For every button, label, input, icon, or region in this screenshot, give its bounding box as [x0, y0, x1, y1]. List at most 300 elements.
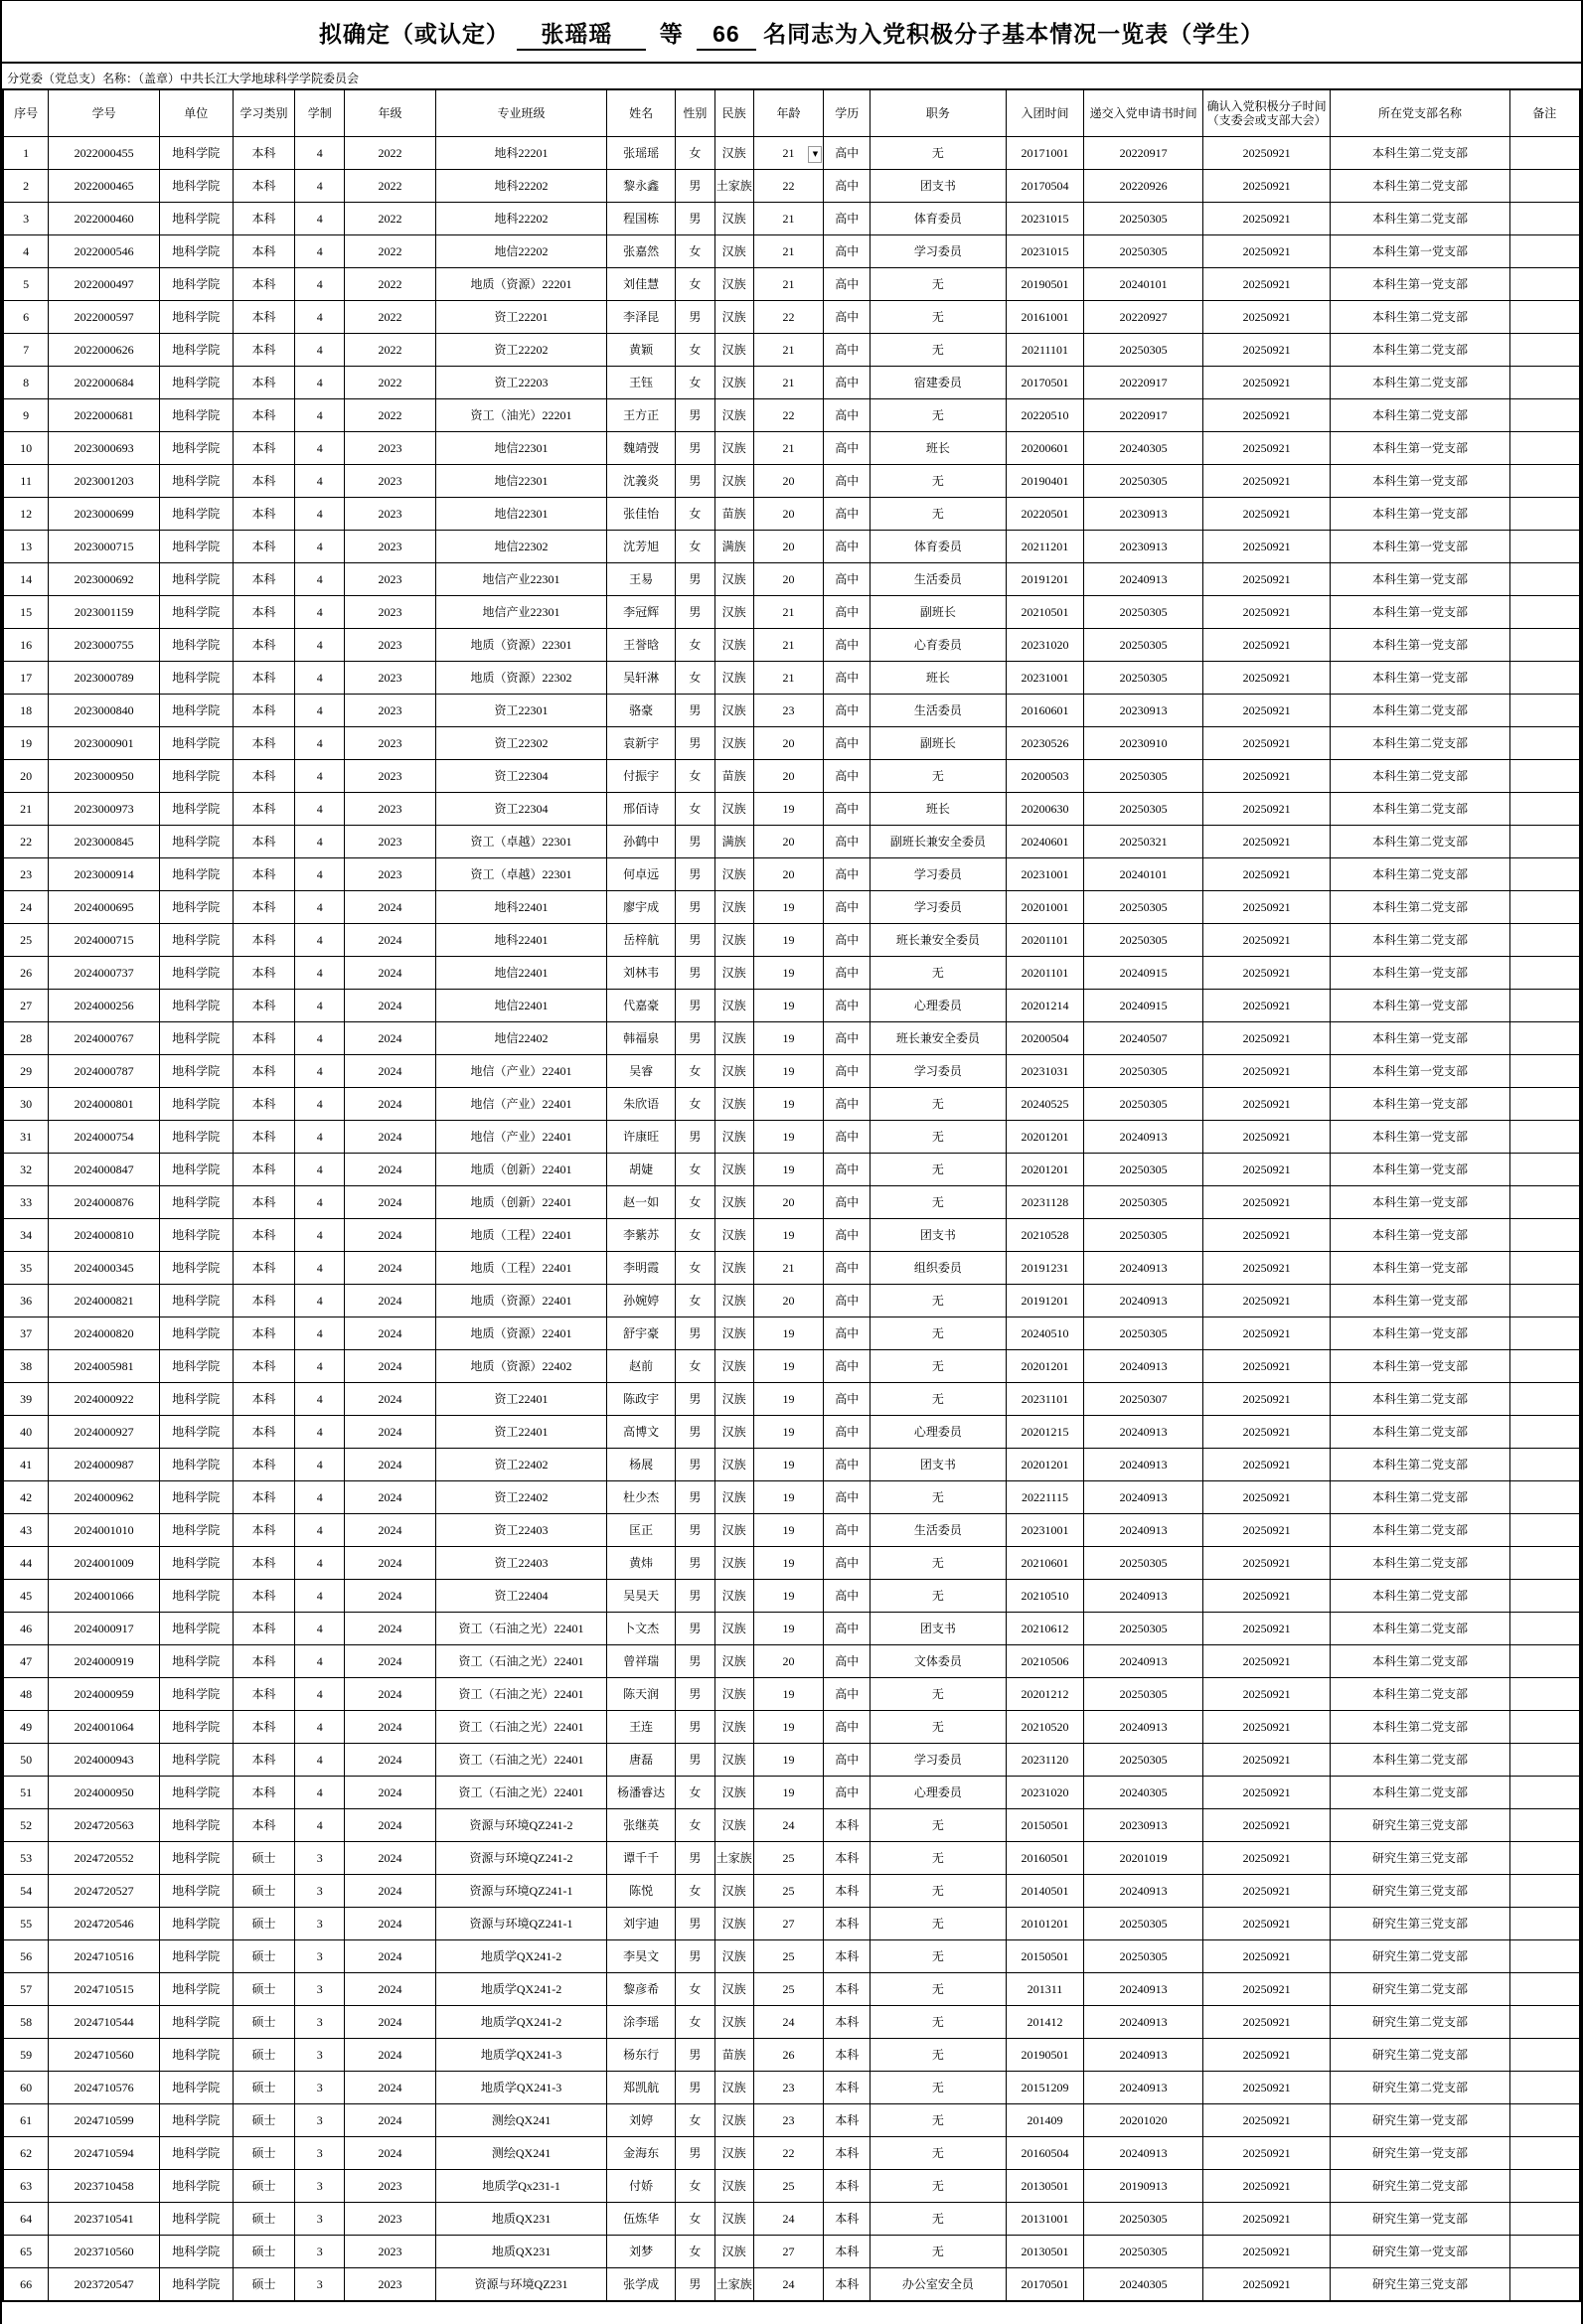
cell-student_id: 2024000987	[49, 1449, 160, 1481]
cell-class: 地科22401	[435, 891, 606, 924]
cell-study_type: 本科	[233, 399, 295, 432]
cell-application_date: 20250305	[1084, 596, 1202, 629]
cell-note	[1509, 2006, 1580, 2039]
cell-education: 高中	[824, 1416, 871, 1449]
table-row	[3, 170, 1580, 203]
cell-class: 测绘QX241	[435, 2137, 606, 2170]
cell-confirm_date: 20250921	[1202, 1022, 1331, 1055]
table-row	[3, 498, 1580, 531]
cell-index: 55	[3, 1908, 49, 1940]
cell-confirm_date: 20250921	[1202, 695, 1331, 727]
cell-unit: 地科学院	[159, 432, 233, 465]
cell-confirm_date: 20250921	[1202, 1580, 1331, 1613]
cell-ethnicity: 汉族	[714, 1416, 753, 1449]
cell-study_type: 本科	[233, 203, 295, 235]
cell-application_date: 20240101	[1084, 858, 1202, 891]
cell-index: 19	[3, 727, 49, 760]
cell-ethnicity: 汉族	[714, 1678, 753, 1711]
cell-position: 团支书	[871, 1219, 1006, 1252]
cell-class: 地信（产业）22401	[435, 1088, 606, 1121]
cell-education: 高中	[824, 170, 871, 203]
table-row	[3, 1252, 1580, 1285]
cell-unit: 地科学院	[159, 2006, 233, 2039]
cell-ethnicity: 汉族	[714, 1580, 753, 1613]
cell-name: 杨东行	[607, 2039, 676, 2072]
cell-age: 21 ▼	[753, 137, 824, 170]
cell-duration: 4	[295, 1416, 345, 1449]
cell-application_date: 20240915	[1084, 990, 1202, 1022]
cell-gender: 女	[675, 2236, 714, 2268]
cell-league_join_date: 20201201	[1006, 1449, 1084, 1481]
cell-note	[1509, 2170, 1580, 2203]
cell-study_type: 本科	[233, 268, 295, 301]
cell-application_date: 20240913	[1084, 1252, 1202, 1285]
cell-position: 无	[871, 1711, 1006, 1744]
cell-confirm_date: 20250921	[1202, 2006, 1331, 2039]
cell-gender: 女	[675, 1777, 714, 1809]
cell-student_id: 2023000840	[49, 695, 160, 727]
cell-age: 23	[753, 2072, 824, 2104]
cell-index: 51	[3, 1777, 49, 1809]
table-row	[3, 1121, 1580, 1154]
cell-index: 64	[3, 2203, 49, 2236]
cell-education: 高中	[824, 465, 871, 498]
cell-grade: 2024	[345, 1022, 436, 1055]
cell-class: 地信22401	[435, 957, 606, 990]
cell-position: 无	[871, 1481, 1006, 1514]
cell-student_id: 2023710560	[49, 2236, 160, 2268]
cell-application_date: 20250305	[1084, 465, 1202, 498]
cell-unit: 地科学院	[159, 1350, 233, 1383]
cell-student_id: 2022000546	[49, 235, 160, 268]
cell-index: 61	[3, 2104, 49, 2137]
cell-index: 7	[3, 334, 49, 367]
cell-education: 高中	[824, 1613, 871, 1645]
cell-duration: 4	[295, 1383, 345, 1416]
cell-education: 高中	[824, 727, 871, 760]
cell-unit: 地科学院	[159, 1514, 233, 1547]
cell-education: 本科	[824, 1940, 871, 1973]
cell-class: 资工（石油之光）22401	[435, 1645, 606, 1678]
cell-note	[1509, 1908, 1580, 1940]
cell-grade: 2023	[345, 596, 436, 629]
cell-age: 21	[753, 268, 824, 301]
cell-league_join_date: 20160601	[1006, 695, 1084, 727]
cell-confirm_date: 20250921	[1202, 1547, 1331, 1580]
cell-age: 24	[753, 2006, 824, 2039]
cell-student_id: 2024000801	[49, 1088, 160, 1121]
cell-confirm_date: 20250921	[1202, 662, 1331, 695]
cell-grade: 2023	[345, 2170, 436, 2203]
cell-education: 高中	[824, 1514, 871, 1547]
cell-position: 无	[871, 1908, 1006, 1940]
cell-league_join_date: 20210601	[1006, 1547, 1084, 1580]
cell-study_type: 本科	[233, 1777, 295, 1809]
cell-gender: 男	[675, 858, 714, 891]
cell-student_id: 2022000597	[49, 301, 160, 334]
cell-application_date: 20240913	[1084, 1285, 1202, 1317]
cell-class: 资工22402	[435, 1449, 606, 1481]
cell-duration: 4	[295, 1645, 345, 1678]
cell-age: 20	[753, 531, 824, 563]
column-header-index: 序号	[3, 89, 49, 137]
cell-unit: 地科学院	[159, 137, 233, 170]
cell-application_date: 20240913	[1084, 2137, 1202, 2170]
cell-application_date: 20230910	[1084, 727, 1202, 760]
cell-unit: 地科学院	[159, 662, 233, 695]
cell-education: 高中	[824, 1383, 871, 1416]
cell-confirm_date: 20250921	[1202, 1875, 1331, 1908]
cell-age: 19	[753, 924, 824, 957]
cell-grade: 2024	[345, 1678, 436, 1711]
cell-confirm_date: 20250921	[1202, 891, 1331, 924]
cell-confirm_date: 20250921	[1202, 2170, 1331, 2203]
cell-index: 35	[3, 1252, 49, 1285]
cell-index: 32	[3, 1154, 49, 1186]
cell-league_join_date: 20191201	[1006, 563, 1084, 596]
cell-note	[1509, 793, 1580, 826]
cell-name: 刘林韦	[607, 957, 676, 990]
cell-ethnicity: 汉族	[714, 1613, 753, 1645]
cell-unit: 地科学院	[159, 1449, 233, 1481]
cell-student_id: 2024710576	[49, 2072, 160, 2104]
cell-study_type: 本科	[233, 662, 295, 695]
cell-gender: 男	[675, 1842, 714, 1875]
cell-branch: 本科生第一党支部	[1331, 1350, 1509, 1383]
cell-index: 48	[3, 1678, 49, 1711]
cell-name: 杨展	[607, 1449, 676, 1481]
cell-branch: 本科生第二党支部	[1331, 170, 1509, 203]
cell-note	[1509, 1416, 1580, 1449]
cell-unit: 地科学院	[159, 727, 233, 760]
cell-name: 金海东	[607, 2137, 676, 2170]
cell-confirm_date: 20250921	[1202, 2137, 1331, 2170]
cell-application_date: 20250305	[1084, 891, 1202, 924]
cell-class: 资工22403	[435, 1547, 606, 1580]
cell-league_join_date: 20201215	[1006, 1416, 1084, 1449]
cell-gender: 女	[675, 2170, 714, 2203]
cell-note	[1509, 1219, 1580, 1252]
cell-grade: 2024	[345, 1908, 436, 1940]
table-row	[3, 1744, 1580, 1777]
cell-study_type: 本科	[233, 1285, 295, 1317]
table-row	[3, 2170, 1580, 2203]
cell-branch: 研究生第二党支部	[1331, 1940, 1509, 1973]
cell-study_type: 本科	[233, 1678, 295, 1711]
cell-league_join_date: 20201201	[1006, 1154, 1084, 1186]
cell-student_id: 2024710515	[49, 1973, 160, 2006]
table-row	[3, 235, 1580, 268]
cell-class: 地信22202	[435, 235, 606, 268]
cell-education: 高中	[824, 235, 871, 268]
cell-duration: 4	[295, 498, 345, 531]
cell-student_id: 2024710594	[49, 2137, 160, 2170]
cell-index: 43	[3, 1514, 49, 1547]
cell-note	[1509, 1186, 1580, 1219]
cell-league_join_date: 20160501	[1006, 1842, 1084, 1875]
cell-ethnicity: 汉族	[714, 1285, 753, 1317]
cell-position: 办公室安全员	[871, 2268, 1006, 2302]
cell-age: 19	[753, 1350, 824, 1383]
cell-league_join_date: 20231020	[1006, 1777, 1084, 1809]
cell-duration: 3	[295, 2268, 345, 2302]
cell-age: 19	[753, 957, 824, 990]
cell-gender: 女	[675, 1809, 714, 1842]
cell-note	[1509, 1055, 1580, 1088]
cell-education: 高中	[824, 301, 871, 334]
cell-education: 高中	[824, 1186, 871, 1219]
cell-note	[1509, 1285, 1580, 1317]
cell-position: 团支书	[871, 1449, 1006, 1481]
cell-position: 学习委员	[871, 1744, 1006, 1777]
cell-confirm_date: 20250921	[1202, 170, 1331, 203]
cell-age: 21	[753, 432, 824, 465]
cell-application_date: 20240913	[1084, 1121, 1202, 1154]
cell-note	[1509, 235, 1580, 268]
cell-duration: 3	[295, 1908, 345, 1940]
cell-class: 地质学Qx231-1	[435, 2170, 606, 2203]
cell-unit: 地科学院	[159, 1219, 233, 1252]
cell-branch: 研究生第二党支部	[1331, 2039, 1509, 2072]
cell-name: 刘婷	[607, 2104, 676, 2137]
cell-gender: 女	[675, 498, 714, 531]
cell-class: 资工（卓越）22301	[435, 858, 606, 891]
cell-ethnicity: 汉族	[714, 1547, 753, 1580]
cell-league_join_date: 20130501	[1006, 2170, 1084, 2203]
cell-class: 地信22402	[435, 1022, 606, 1055]
cell-branch: 本科生第二党支部	[1331, 137, 1509, 170]
cell-note	[1509, 2104, 1580, 2137]
column-header-note: 备注	[1509, 89, 1580, 137]
cell-ethnicity: 汉族	[714, 1809, 753, 1842]
cell-index: 9	[3, 399, 49, 432]
cell-index: 6	[3, 301, 49, 334]
cell-student_id: 2023000699	[49, 498, 160, 531]
cell-note	[1509, 1481, 1580, 1514]
cell-duration: 4	[295, 1285, 345, 1317]
cell-ethnicity: 汉族	[714, 662, 753, 695]
cell-unit: 地科学院	[159, 563, 233, 596]
table-row	[3, 2268, 1580, 2302]
cell-unit: 地科学院	[159, 1875, 233, 1908]
cell-education: 高中	[824, 1219, 871, 1252]
cell-branch: 本科生第一党支部	[1331, 268, 1509, 301]
cell-league_join_date: 20130501	[1006, 2236, 1084, 2268]
cell-name: 张学成	[607, 2268, 676, 2302]
cell-student_id: 2022000626	[49, 334, 160, 367]
cell-student_id: 2023710541	[49, 2203, 160, 2236]
cell-gender: 女	[675, 1219, 714, 1252]
cell-application_date: 20240913	[1084, 563, 1202, 596]
cell-branch: 本科生第一党支部	[1331, 1154, 1509, 1186]
cell-branch: 本科生第一党支部	[1331, 563, 1509, 596]
cell-application_date: 20250305	[1084, 1186, 1202, 1219]
cell-branch: 本科生第二党支部	[1331, 793, 1509, 826]
cell-student_id: 2024001010	[49, 1514, 160, 1547]
cell-age: 19	[753, 990, 824, 1022]
cell-confirm_date: 20250921	[1202, 1121, 1331, 1154]
cell-duration: 4	[295, 1252, 345, 1285]
cell-study_type: 硕士	[233, 1940, 295, 1973]
cell-name: 胡婕	[607, 1154, 676, 1186]
cell-unit: 地科学院	[159, 2268, 233, 2302]
cell-confirm_date: 20250921	[1202, 1711, 1331, 1744]
cell-unit: 地科学院	[159, 203, 233, 235]
cell-branch: 本科生第二党支部	[1331, 858, 1509, 891]
cell-league_join_date: 20210506	[1006, 1645, 1084, 1678]
column-header-position: 职务	[871, 89, 1006, 137]
cell-gender: 女	[675, 1875, 714, 1908]
cell-age: 20	[753, 1645, 824, 1678]
cell-application_date: 20250305	[1084, 2236, 1202, 2268]
cell-league_join_date: 20231020	[1006, 629, 1084, 662]
cell-unit: 地科学院	[159, 1908, 233, 1940]
org-name-line: 分党委（党总支）名称：（盖章）中共长江大学地球科学学院委员会	[7, 72, 360, 85]
cell-age: 19	[753, 1481, 824, 1514]
cell-league_join_date: 20231001	[1006, 858, 1084, 891]
cell-class: 资工22203	[435, 367, 606, 399]
table-row	[3, 1383, 1580, 1416]
cell-class: 资工（石油之光）22401	[435, 1678, 606, 1711]
cell-study_type: 本科	[233, 1121, 295, 1154]
cell-confirm_date: 20250921	[1202, 498, 1331, 531]
cell-study_type: 本科	[233, 334, 295, 367]
cell-age: 21	[753, 203, 824, 235]
cell-education: 高中	[824, 924, 871, 957]
cell-unit: 地科学院	[159, 596, 233, 629]
cell-duration: 4	[295, 1613, 345, 1645]
cell-application_date: 20230913	[1084, 498, 1202, 531]
cell-education: 高中	[824, 1022, 871, 1055]
cell-league_join_date: 20101201	[1006, 1908, 1084, 1940]
cell-index: 13	[3, 531, 49, 563]
cell-name: 许康旺	[607, 1121, 676, 1154]
cell-league_join_date: 20200630	[1006, 793, 1084, 826]
table-row	[3, 1875, 1580, 1908]
cell-name: 陈天润	[607, 1678, 676, 1711]
cell-duration: 4	[295, 367, 345, 399]
cell-index: 16	[3, 629, 49, 662]
table-row	[3, 1940, 1580, 1973]
cell-confirm_date: 20250921	[1202, 1514, 1331, 1547]
cell-position: 无	[871, 465, 1006, 498]
cell-duration: 4	[295, 465, 345, 498]
cell-education: 高中	[824, 1088, 871, 1121]
cell-branch: 本科生第二党支部	[1331, 367, 1509, 399]
cell-unit: 地科学院	[159, 1842, 233, 1875]
cell-branch: 本科生第二党支部	[1331, 1744, 1509, 1777]
cell-application_date: 20220917	[1084, 367, 1202, 399]
cell-league_join_date: 20201001	[1006, 891, 1084, 924]
cell-note	[1509, 1809, 1580, 1842]
column-header-name: 姓名	[607, 89, 676, 137]
cell-branch: 本科生第二党支部	[1331, 1711, 1509, 1744]
cell-student_id: 2024000847	[49, 1154, 160, 1186]
cell-name: 李昊文	[607, 1940, 676, 1973]
cell-grade: 2024	[345, 1744, 436, 1777]
cell-position: 组织委员	[871, 1252, 1006, 1285]
cell-application_date: 20240913	[1084, 2072, 1202, 2104]
cell-age: 19	[753, 1711, 824, 1744]
cell-grade: 2024	[345, 1154, 436, 1186]
cell-name: 郑凯航	[607, 2072, 676, 2104]
cell-confirm_date: 20250921	[1202, 1481, 1331, 1514]
cell-duration: 4	[295, 399, 345, 432]
cell-study_type: 硕士	[233, 2039, 295, 2072]
cell-class: 地质学QX241-3	[435, 2039, 606, 2072]
cell-note	[1509, 1973, 1580, 2006]
cell-branch: 本科生第二党支部	[1331, 334, 1509, 367]
cell-ethnicity: 汉族	[714, 2072, 753, 2104]
cell-age: 22	[753, 399, 824, 432]
cell-position: 无	[871, 1973, 1006, 2006]
cell-note	[1509, 531, 1580, 563]
column-header-ethnicity: 民族	[714, 89, 753, 137]
cell-branch: 本科生第二党支部	[1331, 760, 1509, 793]
cell-league_join_date: 20210510	[1006, 1580, 1084, 1613]
cell-age: 19	[753, 1613, 824, 1645]
cell-position: 副班长兼安全委员	[871, 826, 1006, 858]
cell-branch: 本科生第二党支部	[1331, 727, 1509, 760]
cell-duration: 4	[295, 1678, 345, 1711]
cell-confirm_date: 20250921	[1202, 367, 1331, 399]
age-dropdown-button[interactable]: ▼	[808, 146, 822, 163]
cell-confirm_date: 20250921	[1202, 1613, 1331, 1645]
cell-confirm_date: 20250921	[1202, 203, 1331, 235]
cell-unit: 地科学院	[159, 2137, 233, 2170]
cell-name: 黄炜	[607, 1547, 676, 1580]
cell-confirm_date: 20250921	[1202, 957, 1331, 990]
column-header-league_join_date: 入团时间	[1006, 89, 1084, 137]
cell-application_date: 20220927	[1084, 301, 1202, 334]
cell-duration: 3	[295, 2072, 345, 2104]
cell-unit: 地科学院	[159, 1613, 233, 1645]
cell-index: 14	[3, 563, 49, 596]
cell-branch: 本科生第一党支部	[1331, 629, 1509, 662]
cell-branch: 本科生第二党支部	[1331, 891, 1509, 924]
column-header-application_date: 递交入党申请书时间	[1084, 89, 1202, 137]
cell-position: 班长	[871, 662, 1006, 695]
cell-education: 高中	[824, 1317, 871, 1350]
cell-study_type: 本科	[233, 1613, 295, 1645]
cell-duration: 4	[295, 1088, 345, 1121]
cell-study_type: 本科	[233, 727, 295, 760]
cell-confirm_date: 20250921	[1202, 2203, 1331, 2236]
cell-student_id: 2024000922	[49, 1383, 160, 1416]
cell-duration: 4	[295, 760, 345, 793]
cell-note	[1509, 826, 1580, 858]
cell-study_type: 本科	[233, 1547, 295, 1580]
cell-class: 地质（资源）22201	[435, 268, 606, 301]
table-row	[3, 203, 1580, 235]
cell-name: 匡正	[607, 1514, 676, 1547]
cell-league_join_date: 20240525	[1006, 1088, 1084, 1121]
cell-gender: 女	[675, 531, 714, 563]
cell-league_join_date: 20170501	[1006, 2268, 1084, 2302]
cell-note	[1509, 432, 1580, 465]
cell-confirm_date: 20250921	[1202, 858, 1331, 891]
cell-gender: 男	[675, 727, 714, 760]
table-row	[3, 1842, 1580, 1875]
cell-gender: 女	[675, 268, 714, 301]
cell-position: 无	[871, 1547, 1006, 1580]
cell-name: 王连	[607, 1711, 676, 1744]
cell-gender: 男	[675, 1940, 714, 1973]
cell-age: 20	[753, 563, 824, 596]
cell-position: 无	[871, 268, 1006, 301]
cell-duration: 3	[295, 2170, 345, 2203]
cell-duration: 4	[295, 793, 345, 826]
